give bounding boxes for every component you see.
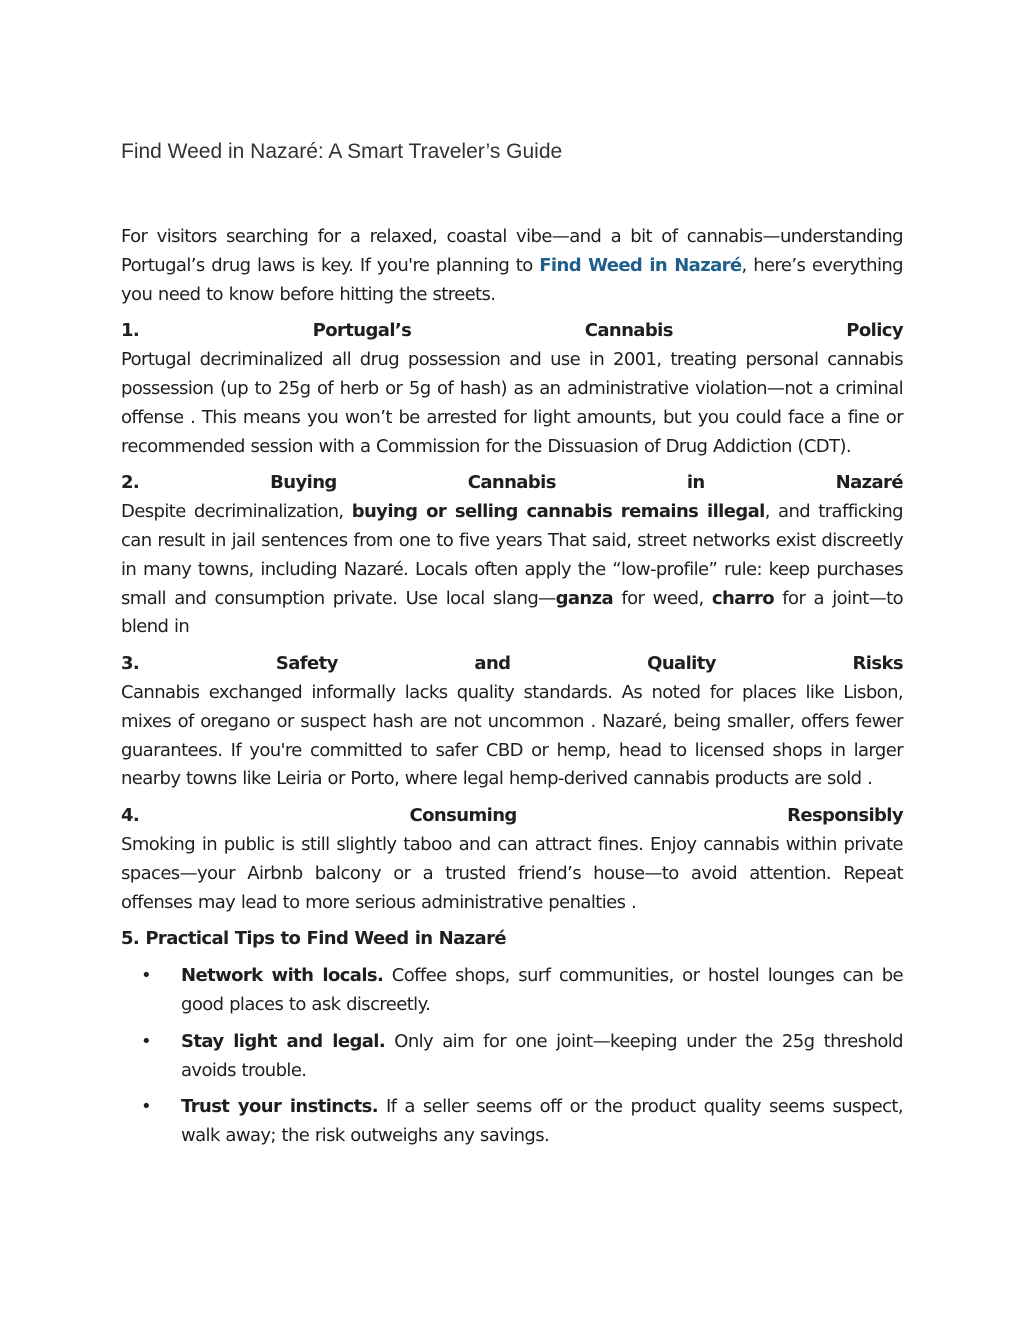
heading-word: Responsibly [787, 805, 903, 827]
section-4-heading [121, 802, 903, 831]
tips-list [121, 962, 903, 1151]
section-1-heading [121, 317, 903, 346]
heading-word: Safety [275, 653, 338, 675]
bold-phrase: buying or selling cannabis remains illegal [351, 501, 765, 523]
section-2-heading [121, 469, 903, 498]
section-3-body: Cannabis exchanged informally lacks quality standards. As noted for places like Lisbon, mixes of oregano or suspect hash are not uncommon . Nazaré, being smaller, offers fewer guarantees. If you're committed to safer CBD or hemp, head to licensed shops in larger nearby towns like Leiria or Porto, where legal hemp-derived cannabis products are sold . [121, 681, 903, 790]
heading-word: 4. [121, 805, 140, 827]
heading-word: Policy [846, 320, 903, 342]
heading-word: Buying [270, 472, 337, 494]
heading-word: Nazaré [835, 472, 903, 494]
tip-title: Network with locals. [181, 965, 384, 987]
section-1 [121, 317, 903, 461]
heading-word: and [474, 653, 511, 675]
tip-title: Trust your instincts. [181, 1096, 378, 1118]
section-2 [121, 469, 903, 642]
intro-text-before: For visitors searching for a relaxed, coastal vibe—and a bit of cannabis—understanding Portugal’s drug laws is key. If you're planning to [121, 226, 903, 276]
body-text: for weed, [613, 587, 712, 609]
find-weed-link[interactable]: Find Weed in Nazaré [539, 254, 742, 276]
heading-word: Consuming [409, 805, 517, 827]
tip-title: Stay light and legal. [181, 1030, 386, 1052]
section-5-heading: 5. Practical Tips to Find Weed in Nazaré [121, 928, 506, 950]
list-item [121, 1028, 903, 1086]
tip-text: Coffee shops, surf communities, or hostel lounges can be good places to ask discreetly. [181, 965, 904, 1015]
section-3-heading [121, 650, 903, 679]
section-4-body: Smoking in public is still slightly taboo and can attract fines. Enjoy cannabis within private spaces—your Airbnb balcony or a trusted friend’s house—to avoid attention. Repeat offenses may lead to more serious administrative penalties . [121, 833, 903, 913]
heading-word: 3. [121, 653, 140, 675]
article-body [121, 223, 903, 1159]
list-item [121, 1093, 903, 1151]
body-text: , and trafficking can result in jail sentences from one to five years That said, street networks exist discreetly in many towns, including Nazaré. Locals often apply the “low-profile” rule: keep purchases small and consumption private. Use local slang— [121, 501, 903, 609]
heading-word: Risks [852, 653, 903, 675]
section-5 [121, 925, 903, 1151]
bullet-icon: • [141, 965, 152, 987]
intro-paragraph [121, 223, 903, 309]
heading-word: Portugal’s [312, 320, 412, 342]
body-text: Despite decriminalization, [121, 501, 352, 523]
tip-text: If a seller seems off or the product quality seems suspect, walk away; the risk outweighs any savings. [181, 1096, 903, 1147]
intro-text-after: , here’s everything you need to know before hitting the streets. [121, 254, 903, 305]
heading-word: Cannabis [584, 320, 673, 342]
section-2-body [121, 498, 903, 642]
heading-word: 2. [121, 472, 140, 494]
bold-term-ganza: ganza [555, 587, 614, 609]
heading-word: Cannabis [467, 472, 556, 494]
tip-text: Only aim for one joint—keeping under the 25g threshold avoids trouble. [181, 1030, 903, 1081]
section-4 [121, 802, 903, 917]
section-1-body: Portugal decriminalized all drug possession and use in 2001, treating personal cannabis possession (up to 25g of herb or 5g of hash) as an administrative violation—not a criminal offense . This means you won’t be arrested for light amounts, but you could face a fine or recommended session with a Commission for the Dissuasion of Drug Addiction (CDT). [121, 349, 903, 457]
heading-word: in [686, 472, 705, 494]
heading-word: Quality [647, 653, 716, 675]
bullet-icon: • [141, 1096, 152, 1118]
body-text: for a joint—to blend in [121, 587, 903, 638]
list-item [121, 962, 903, 1020]
page-title: Find Weed in Nazaré: A Smart Traveler’s Guide [121, 140, 563, 163]
bold-term-charro: charro [711, 587, 775, 609]
section-3 [121, 650, 903, 794]
heading-word: 1. [121, 320, 140, 342]
bullet-icon: • [141, 1030, 152, 1052]
